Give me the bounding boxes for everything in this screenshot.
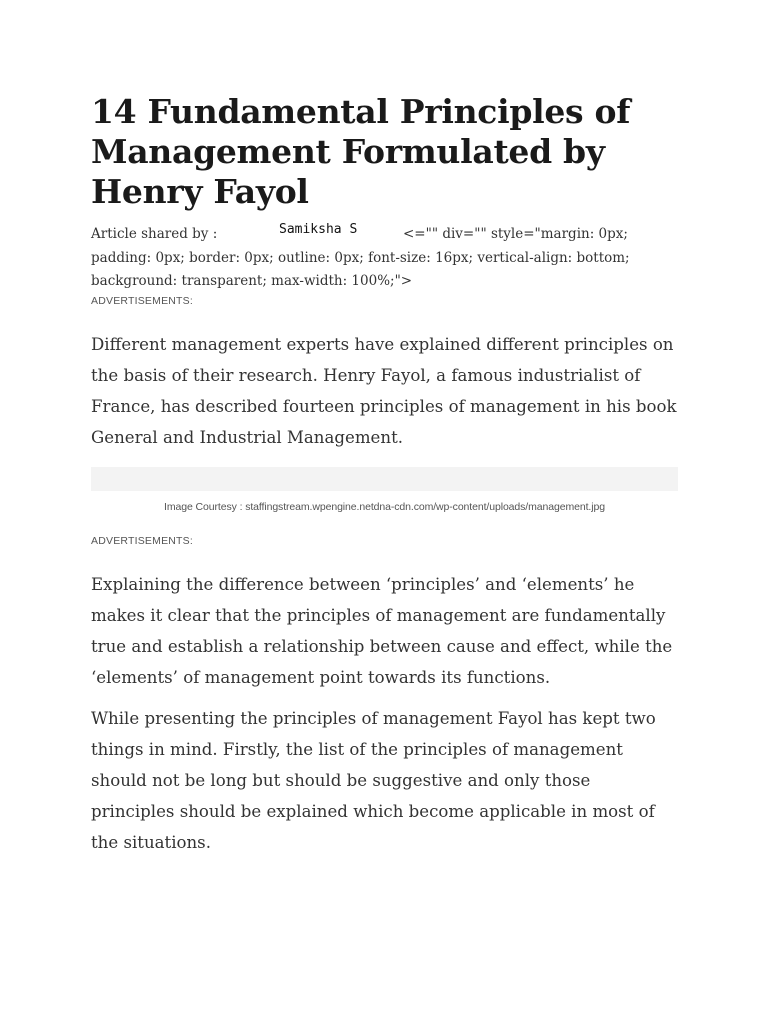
author-name[interactable]: Samiksha S	[279, 222, 358, 237]
paragraph-two-things: While presenting the principles of management Fayol has kept two things in mind. Firstly, the list of the principles of management should not be long but should be suggestive and only those principles should be explained which become applicable in most of the situations.	[91, 709, 656, 852]
byline	[91, 223, 678, 295]
stray-markup-text: <="" div="" style="margin: 0px; padding: 0px; border: 0px; outline: 0px; font-size: 16px; vertical-align: bottom; background: transparent; max-width: 100%;">	[91, 226, 630, 289]
advertisement-label: ADVERTISEMENTS:	[91, 535, 193, 547]
article	[91, 92, 678, 858]
paragraph-principles-vs-elements: Explaining the difference between ‘principles’ and ‘elements’ he makes it clear that the principles of management are fundamentally true and establish a relationship between cause and effect, while the ‘elements’ of management point towards its functions.	[91, 575, 673, 687]
article-title: 14 Fundamental Principles of Management Formulated by Henry Fayol	[91, 92, 631, 211]
advertisement-label: ADVERTISEMENTS:	[91, 295, 193, 307]
article-image	[91, 467, 678, 491]
image-caption: Image Courtesy : staffingstream.wpengine.netdna-cdn.com/wp-content/uploads/management.jpg	[164, 501, 605, 513]
paragraph-intro: Different management experts have explained different principles on the basis of their research. Henry Fayol, a famous industrialist of France, has described fourteen principles of management in his book General and Industrial Management.	[91, 335, 677, 447]
byline-label: Article shared by :	[91, 226, 218, 242]
